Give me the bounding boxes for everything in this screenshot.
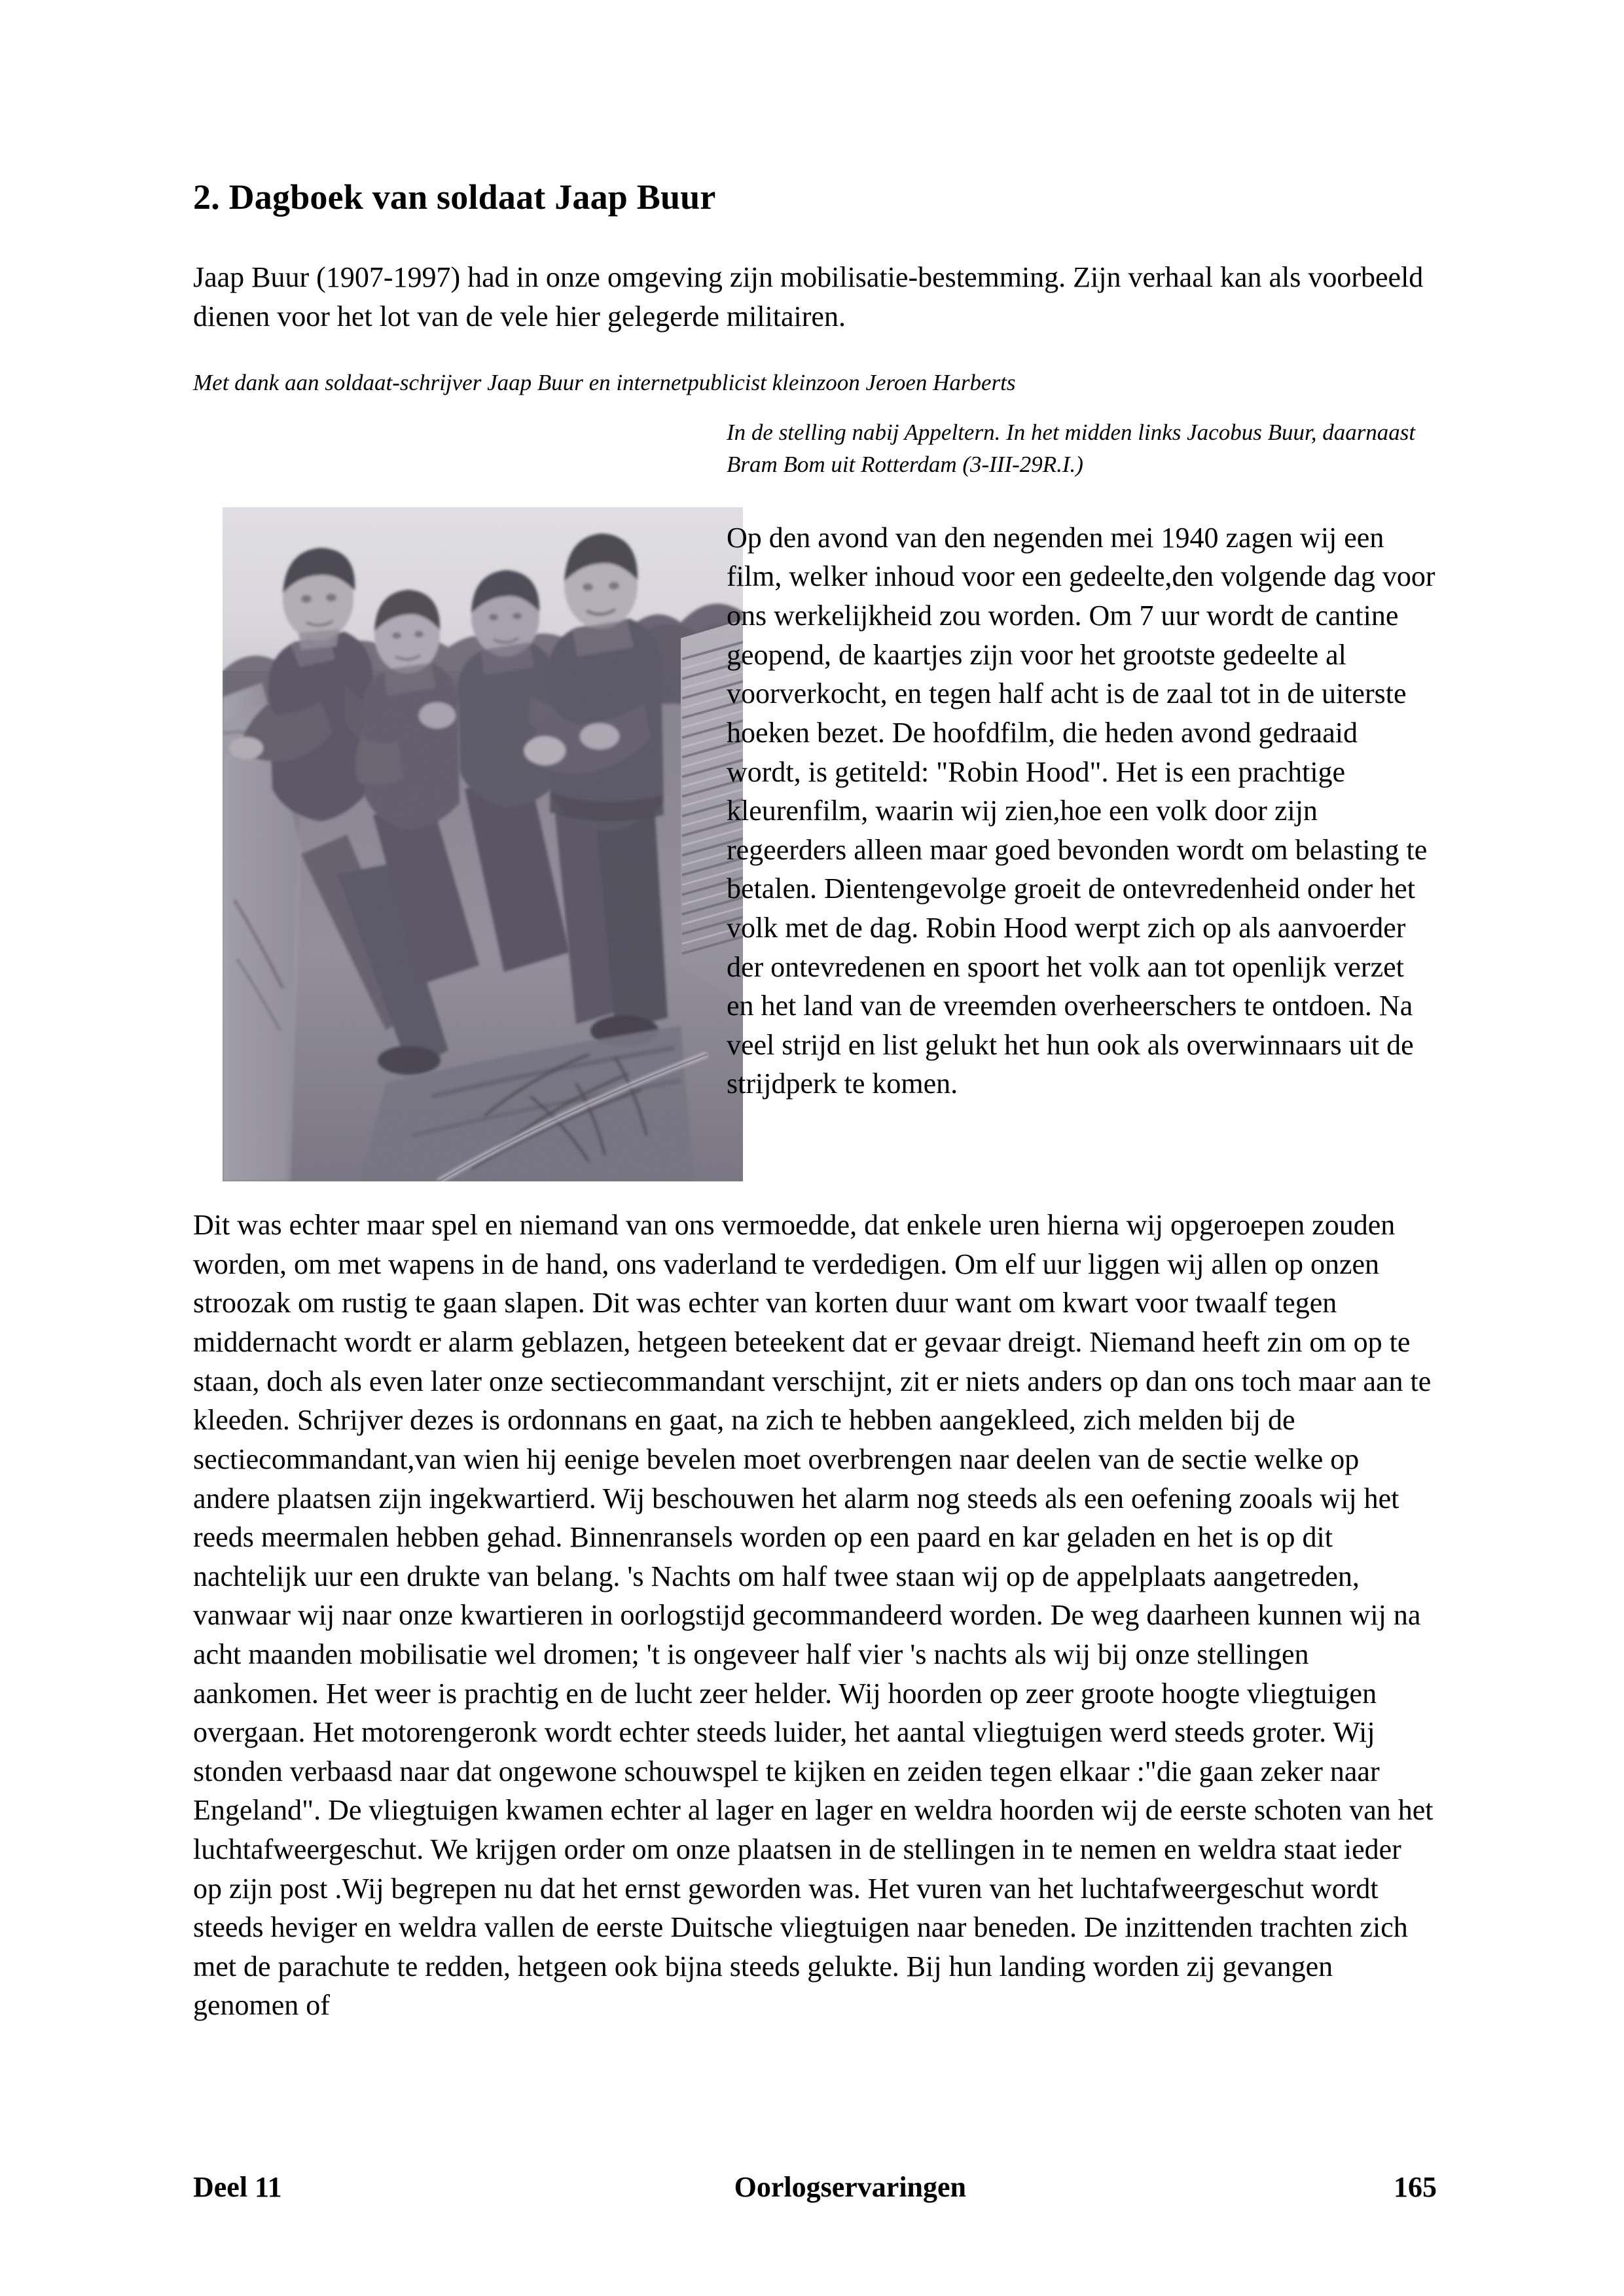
page-content <box>193 177 1437 2025</box>
photo-caption: In de stelling nabij Appeltern. In het midden links Jacobus Buur, daarnaast Bram Bom uit Rotterdam (3-III-29R.I.) <box>727 420 1416 477</box>
photograph <box>223 507 743 1181</box>
diary-body-paragraph: Dit was echter maar spel en niemand van ons vermoedde, dat enkele uren hierna wij opgeroepen zouden worden, om met wapens in de hand, ons vaderland te verdedigen. Om elf uur liggen wij allen op onzen stroozak om rustig te gaan slapen. Dit was echter van korten duur want om kwart voor twaalf tegen middernacht wordt er alarm geblazen, hetgeen beteekent dat er gevaar dreigt. Niemand heeft zin om op te staan, doch als even later onze sectiecommandant verschijnt, zit er niets anders op dan ons toch maar aan te kleeden. Schrijver dezes is ordonnans en gaat, na zich te hebben aangekleed, zich melden bij de sectiecommandant,van wien hij eenige bevelen moet overbrengen naar deelen van de sectie welke op andere plaatsen zijn ingekwartierd. Wij beschouwen het alarm nog steeds als een oefening zooals wij het reeds meermalen hebben gehad. Binnenransels worden op een paard en kar geladen en het is op dit nachtelijk uur een drukte van belang. 's Nachts om half twee staan wij op de appelplaats aangetreden, vanwaar wij naar onze kwartieren in oorlogstijd gecommandeerd worden. De weg daarheen kunnen wij na acht maanden mobilisatie wel dromen; 't is ongeveer half vier 's nachts als wij bij onze stellingen aankomen. Het weer is prachtig en de lucht zeer helder. Wij hoorden op zeer groote hoogte vliegtuigen overgaan. Het motorengeronk wordt echter steeds luider, het aantal vliegtuigen werd steeds groter. Wij stonden verbaasd naar dat ongewone schouwspel te kijken en zeiden tegen elkaar :"die gaan zeker naar Engeland". De vliegtuigen kwamen echter al lager en lager en weldra hoorden wij de eerste schoten van het luchtafweergeschut. We krijgen order om onze plaatsen in de stellingen in te nemen en weldra staat ieder op zijn post .Wij begrepen nu dat het ernst geworden was. Het vuren van het luchtafweergeschut wordt steeds heviger en weldra vallen de eerste Duitsche vliegtuigen naar beneden. De inzittenden trachten zich met de parachute te redden, hetgeen ook bijna steeds gelukte. Bij hun landing worden zij gevangen genomen of <box>193 1209 1434 2022</box>
intro-paragraph: Jaap Buur (1907-1997) had in onze omgeving zijn mobilisatie-bestemming. Zijn verhaal kan als voorbeeld dienen voor het lot van de vele hier gelegerde militairen. <box>193 261 1424 332</box>
trench-photo-image <box>223 507 743 1181</box>
page-title: 2. Dagboek van soldaat Jaap Buur <box>193 177 716 217</box>
credit-line: Met dank aan soldaat-schrijver Jaap Buur en internetpublicist kleinzoon Jeroen Harberts <box>193 369 1016 395</box>
photo-and-text-block <box>193 417 1437 1186</box>
diary-side-text: Op den avond van den negenden mei 1940 zagen wij een film, welker inhoud voor een gedeelte,den volgende dag voor ons werkelijkheid zou worden. Om 7 uur wordt de cantine geopend, de kaartjes zijn voor het grootste gedeelte al voorverkocht, en tegen half acht is de zaal tot in de uiterste hoeken bezet. De hoofdfilm, die heden avond gedraaid wordt, is getiteld: "Robin Hood". Het is een prachtige kleurenfilm, waarin wij zien,hoe een volk door zijn regeerders alleen maar goed bevonden wordt om belasting te betalen. Dientengevolge groeit de ontevredenheid onder het volk met de dag. Robin Hood werpt zich op als aanvoerder der ontevredenen en spoort het volk aan tot openlijk verzet en het land van de vreemden overheerschers te ontdoen. Na veel strijd en list gelukt het hun ook als overwinnaars uit de strijdperk te komen. <box>727 521 1435 1100</box>
footer-part-label: Deel 11 <box>193 2171 282 2203</box>
side-column <box>727 417 1437 1103</box>
trench-photo-figure <box>223 507 743 1181</box>
page-footer <box>193 2170 1437 2204</box>
footer-chapter-label: Oorlogservaringen <box>734 2171 967 2203</box>
footer-page-number: 165 <box>1394 2171 1437 2203</box>
